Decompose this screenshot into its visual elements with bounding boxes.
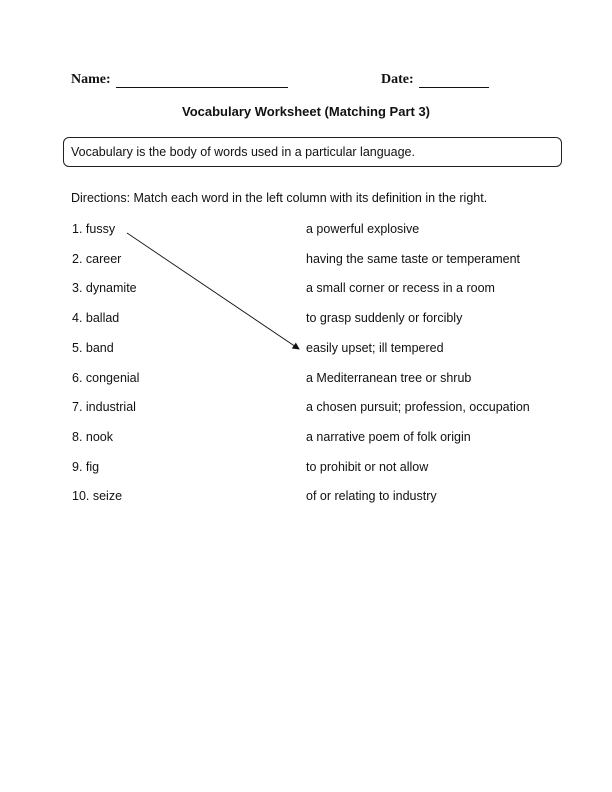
- word-item: 1. fussy: [72, 222, 116, 236]
- word-item: 4. ballad: [72, 311, 120, 326]
- definition-item: a chosen pursuit; profession, occupation: [306, 400, 530, 415]
- definition-item: to prohibit or not allow: [306, 459, 429, 474]
- word-item: 9. fig: [72, 459, 100, 474]
- definition-item: a powerful explosive: [306, 222, 420, 236]
- word-item: 8. nook: [72, 429, 114, 444]
- word-item: 7. industrial: [72, 400, 136, 415]
- word-item: 6. congenial: [72, 370, 140, 385]
- name-label: Name:: [71, 72, 111, 87]
- word-item: 3. dynamite: [72, 281, 137, 296]
- definition-item: easily upset; ill tempered: [306, 340, 444, 355]
- definition-item: having the same taste or temperament: [306, 251, 521, 266]
- date-label: Date:: [381, 72, 414, 87]
- definition-item: a narrative poem of folk origin: [306, 429, 471, 444]
- definition-item: of or relating to industry: [306, 489, 437, 504]
- directions: Directions: Match each word in the left column with its definition in the right.: [71, 191, 488, 205]
- word-item: 5. band: [72, 340, 114, 355]
- definition-item: to grasp suddenly or forcibly: [306, 311, 463, 326]
- worksheet-title: Vocabulary Worksheet (Matching Part 3): [181, 104, 431, 119]
- word-item: 2. career: [72, 251, 122, 266]
- definition-item: a Mediterranean tree or shrub: [306, 370, 472, 385]
- definition-box: Vocabulary is the body of words used in a particular language.: [63, 137, 562, 167]
- definition-item: a small corner or recess in a room: [306, 281, 495, 296]
- word-item: 10. seize: [72, 489, 123, 504]
